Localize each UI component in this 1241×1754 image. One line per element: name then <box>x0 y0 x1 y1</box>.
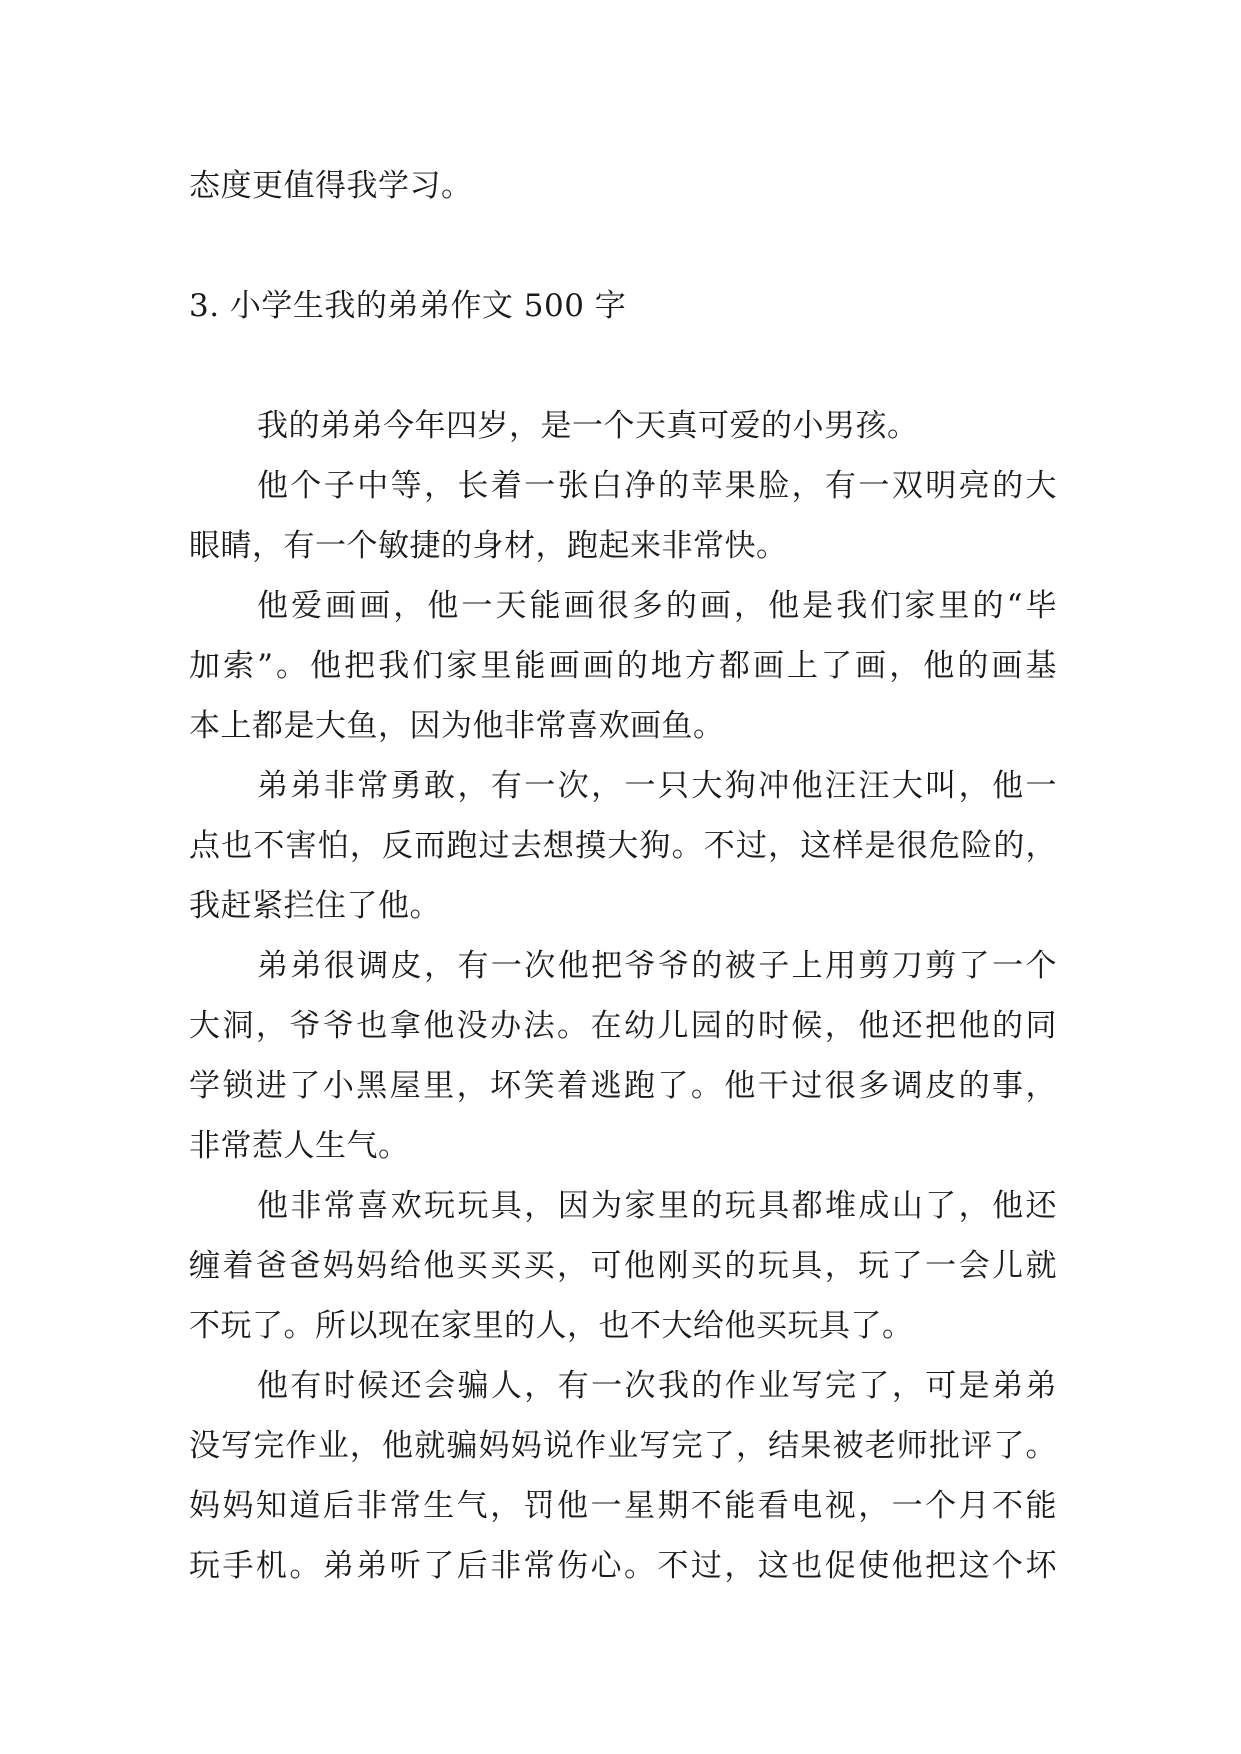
paragraph-line: 不玩了。所以现在家里的人，也不大给他买玩具了。 <box>189 1308 914 1344</box>
paragraph-line: 我的弟弟今年四岁，是一个天真可爱的小男孩。 <box>257 408 919 444</box>
paragraph-line: 缠着爸爸妈妈给他买买买，可他刚买的玩具，玩了一会儿就 <box>189 1248 1057 1284</box>
paragraph-line: 点也不害怕，反而跑过去想摸大狗。不过，这样是很危险的， <box>189 828 1057 864</box>
paragraph-line: 他个子中等，长着一张白净的苹果脸，有一双明亮的大 <box>257 468 1057 504</box>
paragraph-line: 学锁进了小黑屋里，坏笑着逃跑了。他干过很多调皮的事， <box>189 1068 1057 1104</box>
paragraph-line: 他有时候还会骗人，有一次我的作业写完了，可是弟弟 <box>257 1368 1057 1404</box>
paragraph-line: 妈妈知道后非常生气，罚他一星期不能看电视，一个月不能 <box>189 1488 1057 1524</box>
paragraph-line: 大洞，爷爷也拿他没办法。在幼儿园的时候，他还把他的同 <box>189 1008 1057 1044</box>
paragraph-line: 没写完作业，他就骗妈妈说作业写完了，结果被老师批评了。 <box>189 1428 1057 1464</box>
paragraph-line: 弟弟很调皮，有一次他把爷爷的被子上用剪刀剪了一个 <box>257 948 1057 984</box>
paragraph-line: 非常惹人生气。 <box>189 1128 410 1164</box>
paragraph-line: 他爱画画，他一天能画很多的画，他是我们家里的“毕 <box>257 588 1057 624</box>
paragraph-line: 本上都是大鱼，因为他非常喜欢画鱼。 <box>189 708 725 744</box>
paragraph-line: 玩手机。弟弟听了后非常伤心。不过，这也促使他把这个坏 <box>189 1548 1057 1584</box>
paragraph-line: 眼睛，有一个敏捷的身材，跑起来非常快。 <box>189 528 788 564</box>
paragraph-line: 弟弟非常勇敢，有一次，一只大狗冲他汪汪大叫，他一 <box>257 768 1057 804</box>
paragraph-line: 加索”。他把我们家里能画画的地方都画上了画，他的画基 <box>189 648 1057 684</box>
paragraph-line: 我赶紧拦住了他。 <box>189 888 441 924</box>
document-body <box>189 156 1057 1596</box>
paragraph-line: 他非常喜欢玩玩具，因为家里的玩具都堆成山了，他还 <box>257 1188 1057 1224</box>
section-heading: 3. 小学生我的弟弟作文 500 字 <box>189 288 627 324</box>
continuation-line: 态度更值得我学习。 <box>189 168 473 204</box>
